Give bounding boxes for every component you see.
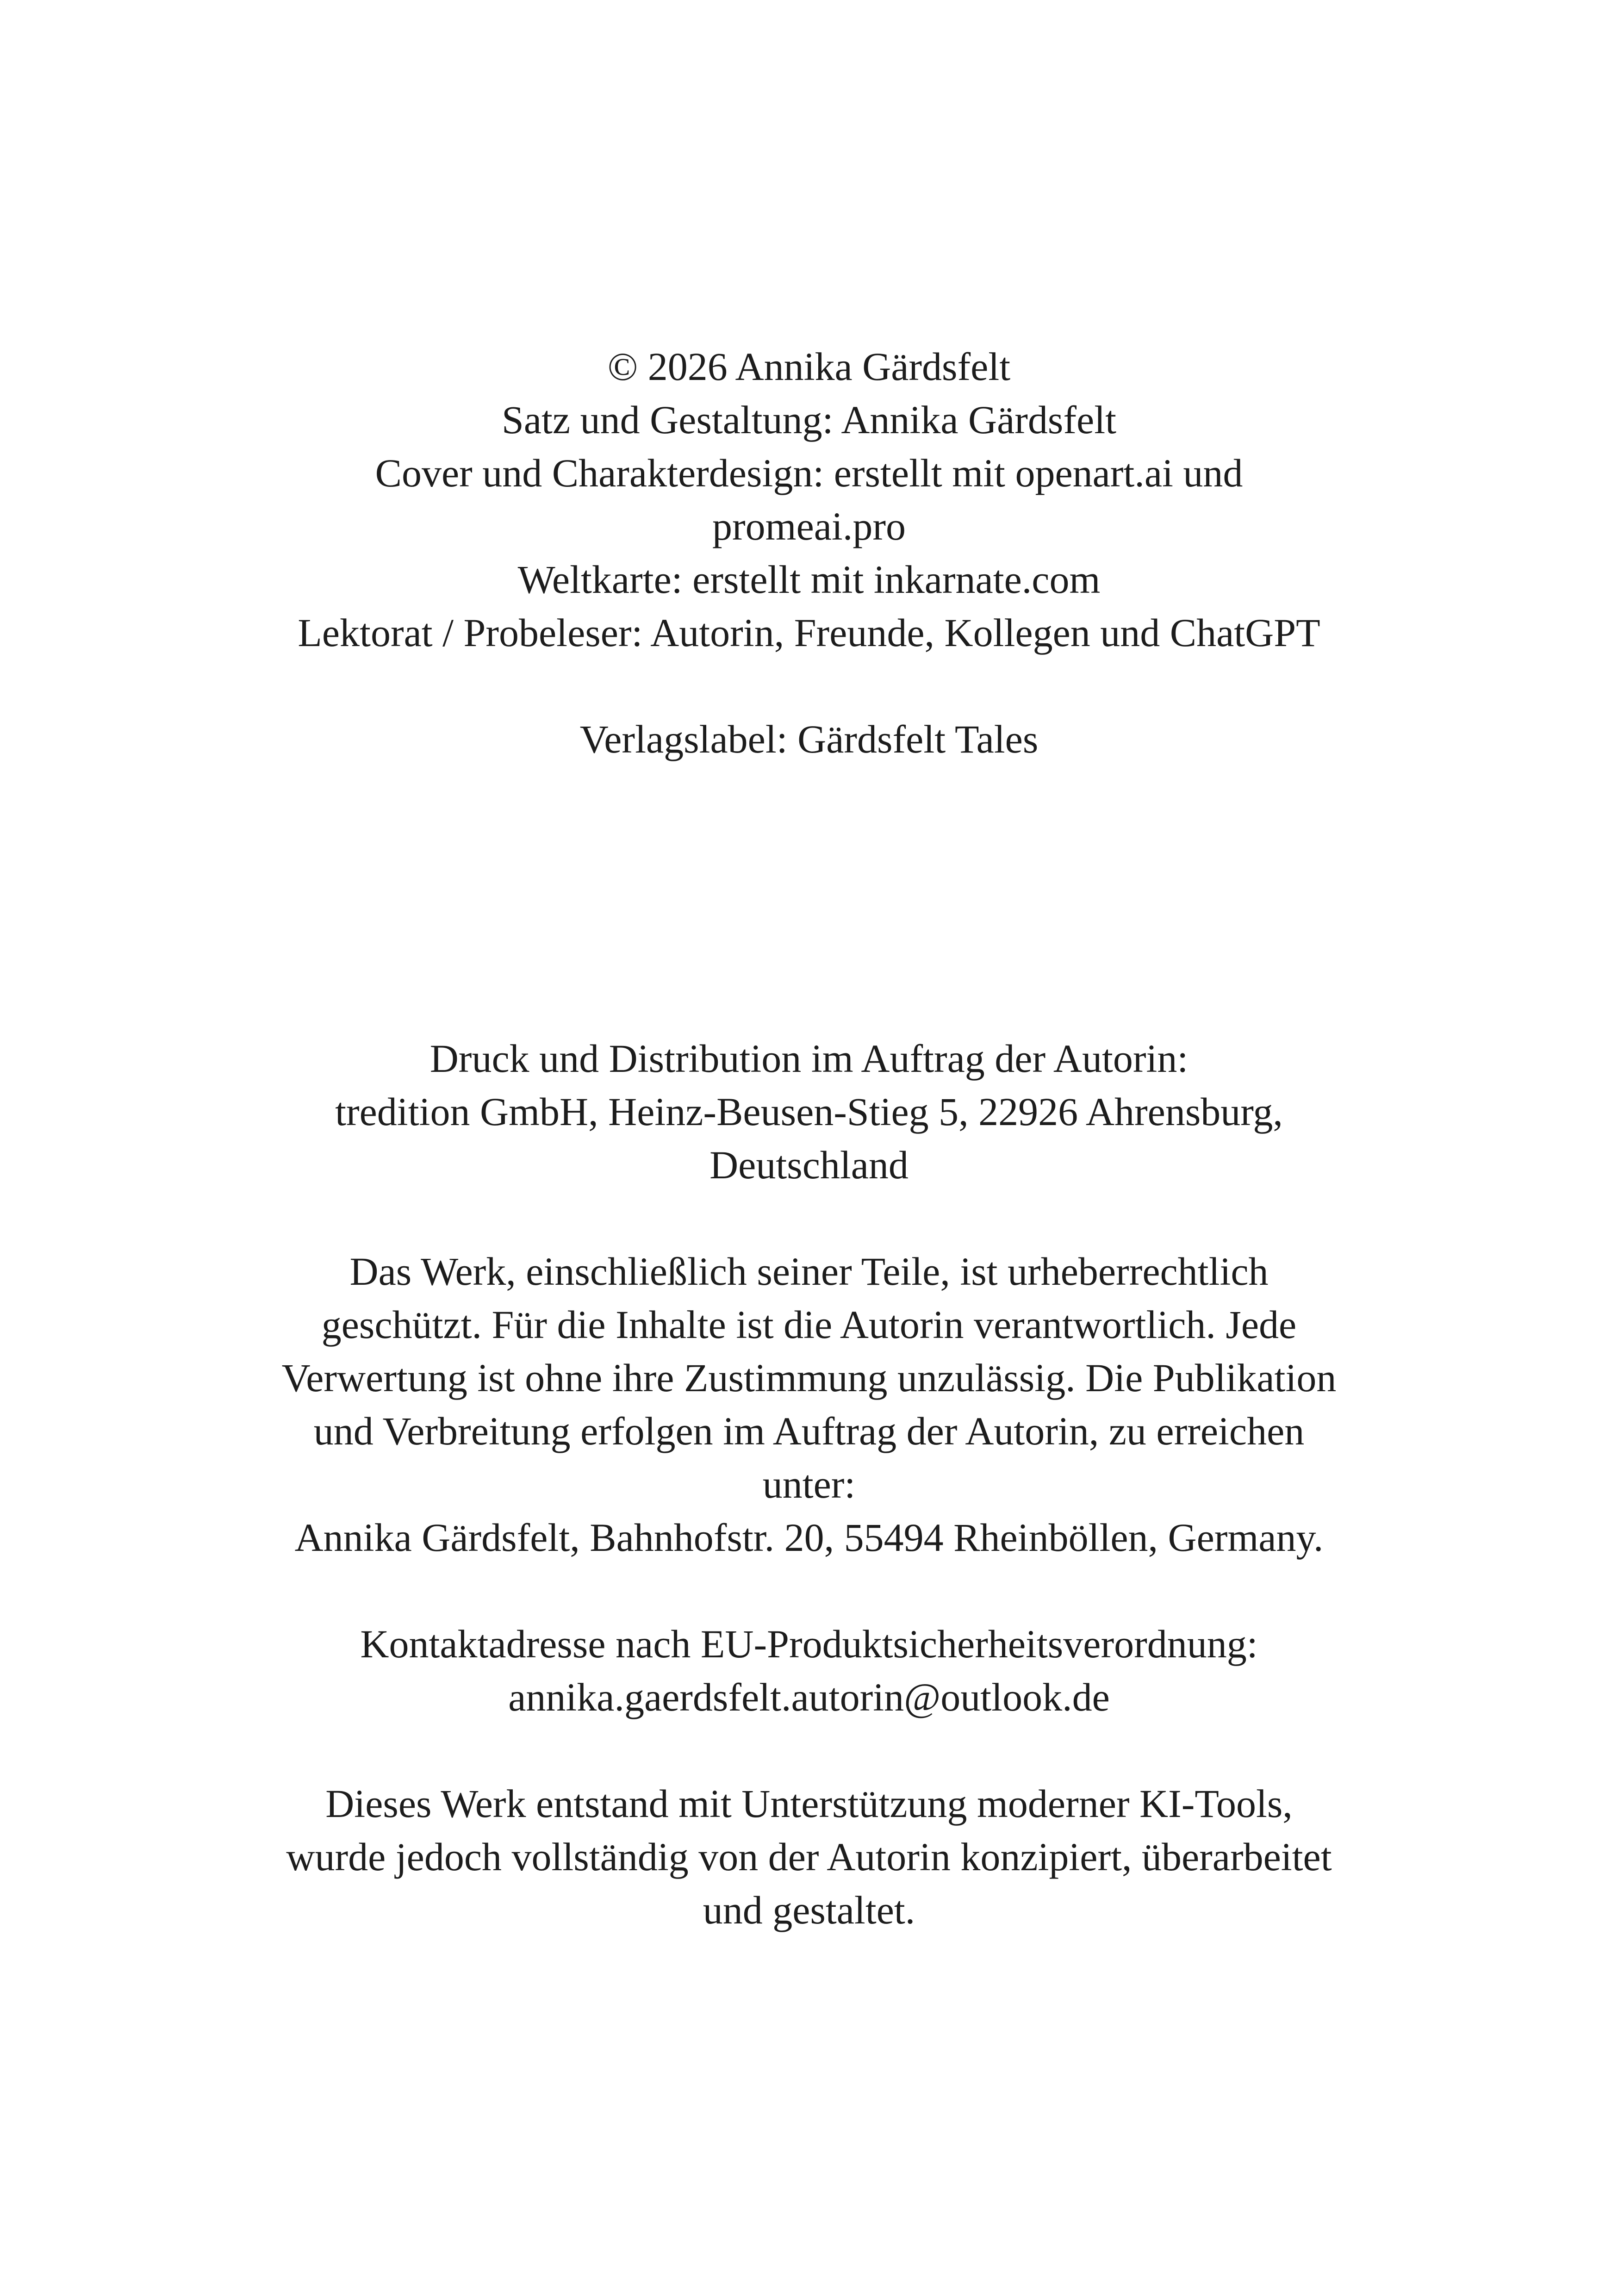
rights-line: Das Werk, einschließlich seiner Teile, ist urheberrechtlich: [349, 1249, 1269, 1294]
ai-note-line: Dieses Werk entstand mit Unterstützung moderner KI-Tools,: [325, 1781, 1293, 1826]
world-map-line: Weltkarte: erstellt mit inkarnate.com: [517, 557, 1101, 602]
printing-line: Druck und Distribution im Auftrag der Autorin:: [429, 1036, 1189, 1081]
contact-heading-line: Kontaktadresse nach EU-Produktsicherheitsverordnung:: [360, 1622, 1258, 1666]
rights-line: Verwertung ist ohne ihre Zustimmung unzulässig. Die Publikation: [281, 1356, 1337, 1400]
rights-line: und Verbreitung erfolgen im Auftrag der Autorin, zu erreichen: [313, 1409, 1305, 1453]
publisher-label-line: Verlagslabel: Gärdsfelt Tales: [579, 717, 1039, 761]
cover-design-line: Cover und Charakterdesign: erstellt mit openart.ai und: [375, 451, 1243, 495]
ai-note-line: wurde jedoch vollständig von der Autorin konzipiert, überarbeitet: [286, 1835, 1332, 1879]
printer-country-line: Deutschland: [709, 1143, 909, 1187]
copyright-line: © 2026 Annika Gärdsfelt: [607, 344, 1011, 389]
rights-line: geschützt. Für die Inhalte ist die Autorin verantwortlich. Jede: [321, 1302, 1297, 1347]
editing-line: Lektorat / Probeleser: Autorin, Freunde, Kollegen und ChatGPT: [298, 610, 1320, 655]
rights-line: unter:: [762, 1462, 856, 1506]
contact-email: annika.gaerdsfelt.autorin@outlook.de: [508, 1675, 1110, 1719]
cover-design-line-continued: promeai.pro: [712, 504, 906, 548]
typesetting-line: Satz und Gestaltung: Annika Gärdsfelt: [502, 398, 1116, 442]
printer-address-line: tredition GmbH, Heinz-Beusen-Stieg 5, 22926 Ahrensburg,: [335, 1089, 1283, 1134]
author-address-line: Annika Gärdsfelt, Bahnhofstr. 20, 55494 Rheinböllen, Germany.: [294, 1515, 1324, 1560]
ai-note-line: und gestaltet.: [703, 1888, 915, 1932]
